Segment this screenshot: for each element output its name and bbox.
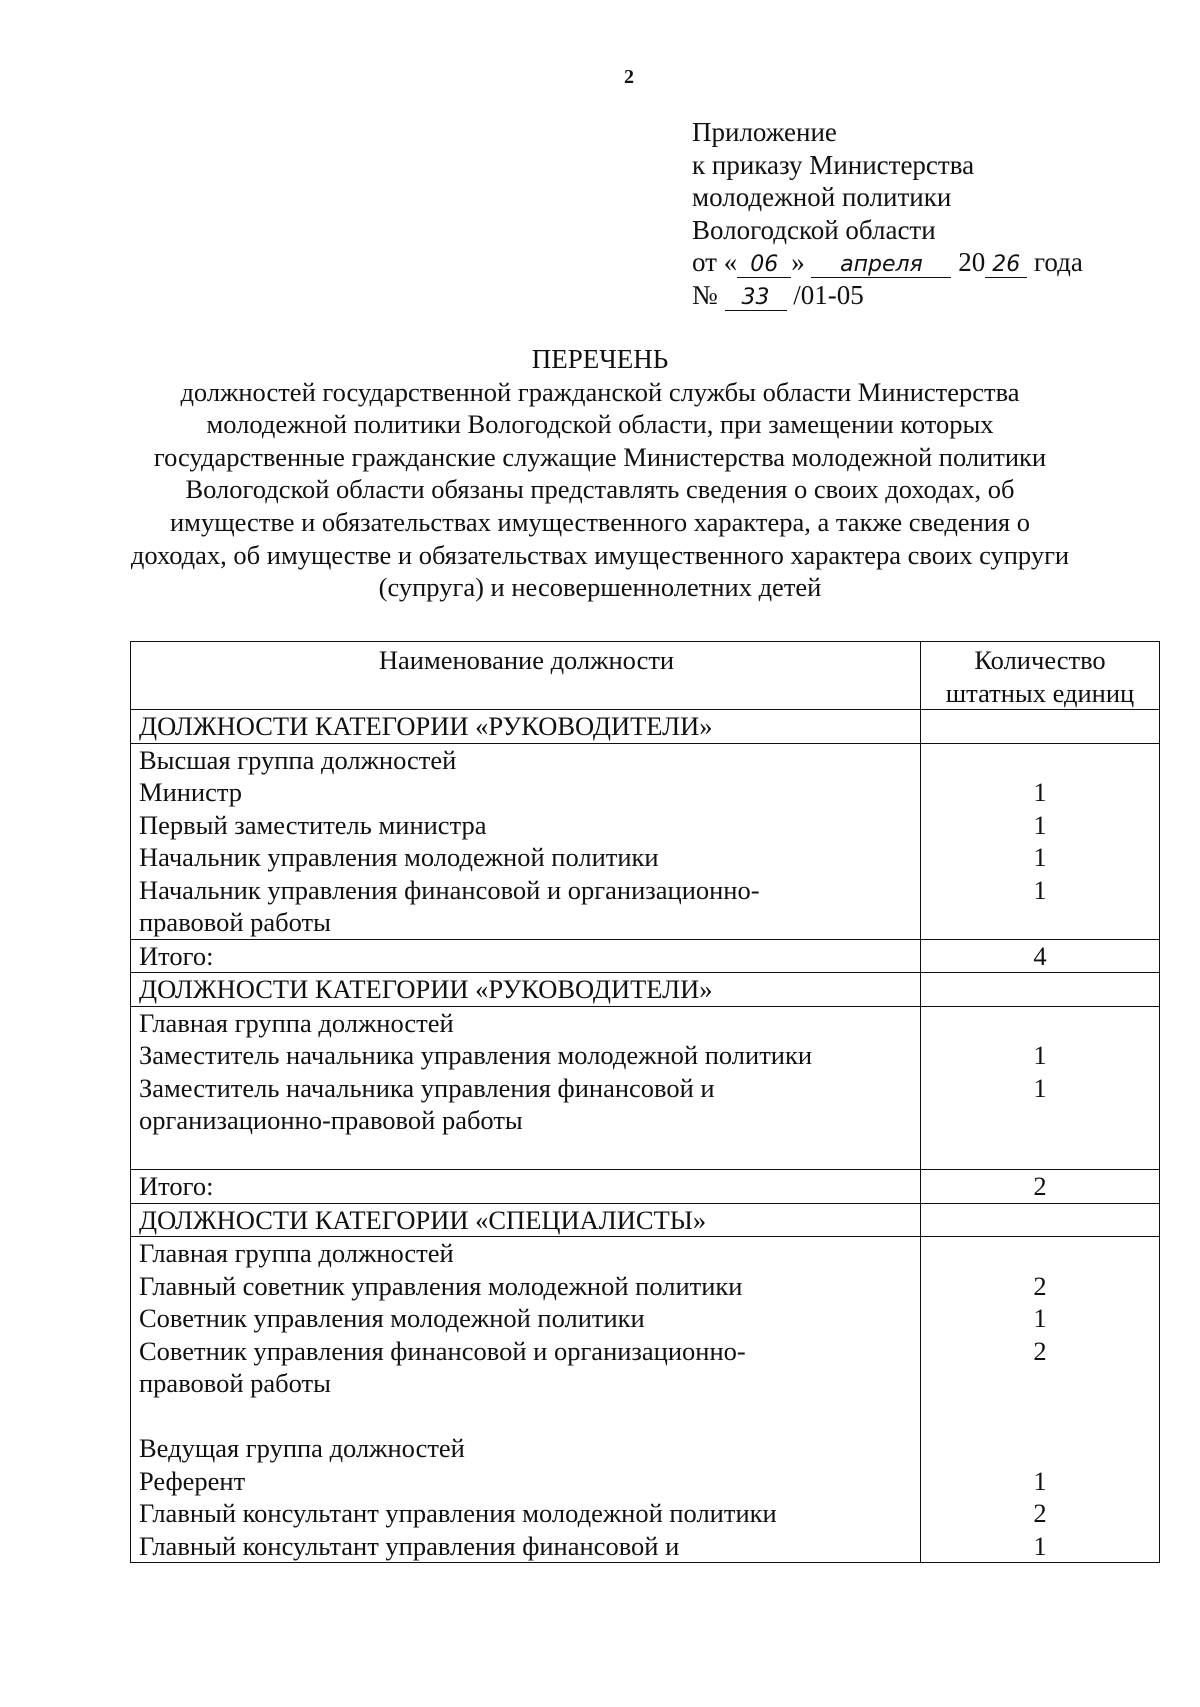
position-qty: 1 xyxy=(1033,809,1047,840)
appendix-line: молодежной политики xyxy=(692,182,952,212)
header-qty-line: Количество xyxy=(974,645,1106,675)
position-name: Главный консультант управления молодежной политики xyxy=(139,1498,777,1528)
qty-blank xyxy=(921,1007,1159,1040)
appendix-line: Вологодской области xyxy=(692,214,936,245)
header-name: Наименование должности xyxy=(378,645,675,675)
category-row xyxy=(131,973,1160,1007)
qty-cell xyxy=(921,1006,1160,1170)
appendix-number xyxy=(692,279,1083,312)
position-qty: 1 xyxy=(1033,1530,1047,1561)
position-name: Заместитель начальника управления финансовой и xyxy=(139,1072,715,1103)
appendix-line: Приложение xyxy=(692,117,837,147)
appendix-header xyxy=(692,116,1083,311)
category-title: ДОЛЖНОСТИ КАТЕГОРИИ «СПЕЦИАЛИСТЫ» xyxy=(131,1203,921,1237)
position-name: Советник управления молодежной политики xyxy=(139,1303,645,1333)
date-prefix: от « xyxy=(692,247,738,277)
title-heading: ПЕРЕЧЕНЬ xyxy=(531,344,669,374)
handwritten-month: апреля xyxy=(811,253,951,278)
group-title: Главная группа должностей xyxy=(139,1007,454,1038)
category-qty-cell xyxy=(921,973,1160,1007)
group-title: Главная группа должностей xyxy=(139,1238,454,1268)
position-name: Советник управления финансовой и организационно- xyxy=(139,1335,746,1366)
position-qty: 1 xyxy=(1033,1072,1047,1103)
position-name: правовой работы xyxy=(139,1368,331,1398)
total-label: Итого: xyxy=(131,1170,921,1204)
group-title: Высшая группа должностей xyxy=(139,744,457,775)
position-name: Начальник управления финансовой и организационно- xyxy=(139,874,760,905)
position-qty: 2 xyxy=(1033,1335,1047,1366)
category-title: ДОЛЖНОСТИ КАТЕГОРИИ «РУКОВОДИТЕЛИ» xyxy=(131,973,921,1007)
title-line: должностей государственной гражданской службы области Министерства xyxy=(180,376,1020,407)
category-title: ДОЛЖНОСТИ КАТЕГОРИИ «РУКОВОДИТЕЛИ» xyxy=(131,710,921,744)
page-number: 2 xyxy=(624,66,634,88)
table-row xyxy=(131,743,1160,939)
number-prefix: № xyxy=(692,279,718,310)
qty-cell xyxy=(921,743,1160,939)
title-line: государственные гражданские служащие Министерства молодежной политики xyxy=(153,441,1047,472)
position-name: Главный советник управления молодежной политики xyxy=(139,1270,743,1301)
category-qty-cell xyxy=(921,1203,1160,1237)
total-label: Итого: xyxy=(131,939,921,973)
position-name: правовой работы xyxy=(139,907,331,937)
qty-cell xyxy=(921,1237,1160,1563)
appendix-date xyxy=(692,246,1083,279)
total-value: 2 xyxy=(921,1170,1160,1204)
position-name: Начальник управления молодежной политики xyxy=(139,842,659,872)
header-qty-cell xyxy=(921,642,1160,710)
category-row xyxy=(131,1203,1160,1237)
title-line: доходах, об имуществе и обязательствах имущественного характера своих супруги xyxy=(130,539,1070,570)
appendix-line: к приказу Министерства xyxy=(692,149,975,180)
total-value: 4 xyxy=(921,939,1160,973)
position-qty: 1 xyxy=(1033,874,1047,905)
category-row xyxy=(131,710,1160,744)
position-qty: 1 xyxy=(1033,842,1047,872)
table-header-row xyxy=(131,642,1160,710)
table-row xyxy=(131,1237,1160,1563)
category-qty-cell xyxy=(921,710,1160,744)
qty-blank xyxy=(921,744,1159,777)
title-line: Вологодской области обязаны представлять сведения о своих доходах, об xyxy=(185,474,1015,505)
position-name: организационно-правовой работы xyxy=(139,1105,523,1135)
position-qty: 2 xyxy=(1033,1270,1047,1301)
total-row xyxy=(131,1170,1160,1204)
positions-table xyxy=(130,641,1160,1563)
position-qty: 1 xyxy=(1033,1303,1047,1333)
position-name: Первый заместитель министра xyxy=(139,809,487,840)
position-name: Референт xyxy=(139,1465,246,1496)
total-row xyxy=(131,939,1160,973)
blank-line xyxy=(139,1400,914,1433)
date-year-prefix: 20 xyxy=(958,247,986,277)
position-name: Главный консультант управления финансовой и xyxy=(139,1530,680,1561)
position-name: Заместитель начальника управления молодежной политики xyxy=(139,1040,813,1070)
qty-blank xyxy=(921,1237,1159,1270)
handwritten-number: 33 xyxy=(725,286,787,311)
group-title: Ведущая группа должностей xyxy=(139,1433,465,1463)
header-qty-line: штатных единиц xyxy=(945,677,1135,708)
table-row xyxy=(131,1006,1160,1170)
positions-cell xyxy=(131,1237,921,1563)
position-qty: 1 xyxy=(1033,777,1047,807)
positions-cell xyxy=(131,743,921,939)
position-name: Министр xyxy=(139,777,243,807)
document-title xyxy=(100,343,1100,604)
positions-cell xyxy=(131,1006,921,1170)
position-qty: 2 xyxy=(1033,1498,1047,1528)
handwritten-year: 26 xyxy=(985,253,1027,278)
position-qty: 1 xyxy=(1033,1040,1047,1070)
number-suffix: /01-05 xyxy=(793,279,864,310)
qty-blank xyxy=(921,1400,1159,1433)
position-qty: 1 xyxy=(1033,1465,1047,1496)
date-suffix: года xyxy=(1033,247,1083,277)
title-line: молодежной политики Вологодской области, при замещении которых xyxy=(206,409,994,440)
handwritten-day: 06 xyxy=(737,253,791,278)
blank-line xyxy=(139,1137,914,1170)
title-line: имуществе и обязательствах имущественного характера, а также сведения о xyxy=(170,506,1030,537)
qty-blank xyxy=(921,1432,1159,1465)
title-line: (супруга) и несовершеннолетних детей xyxy=(378,572,822,603)
header-name-cell xyxy=(131,642,921,710)
date-mid: » xyxy=(791,247,805,277)
qty-blank xyxy=(921,1367,1159,1400)
